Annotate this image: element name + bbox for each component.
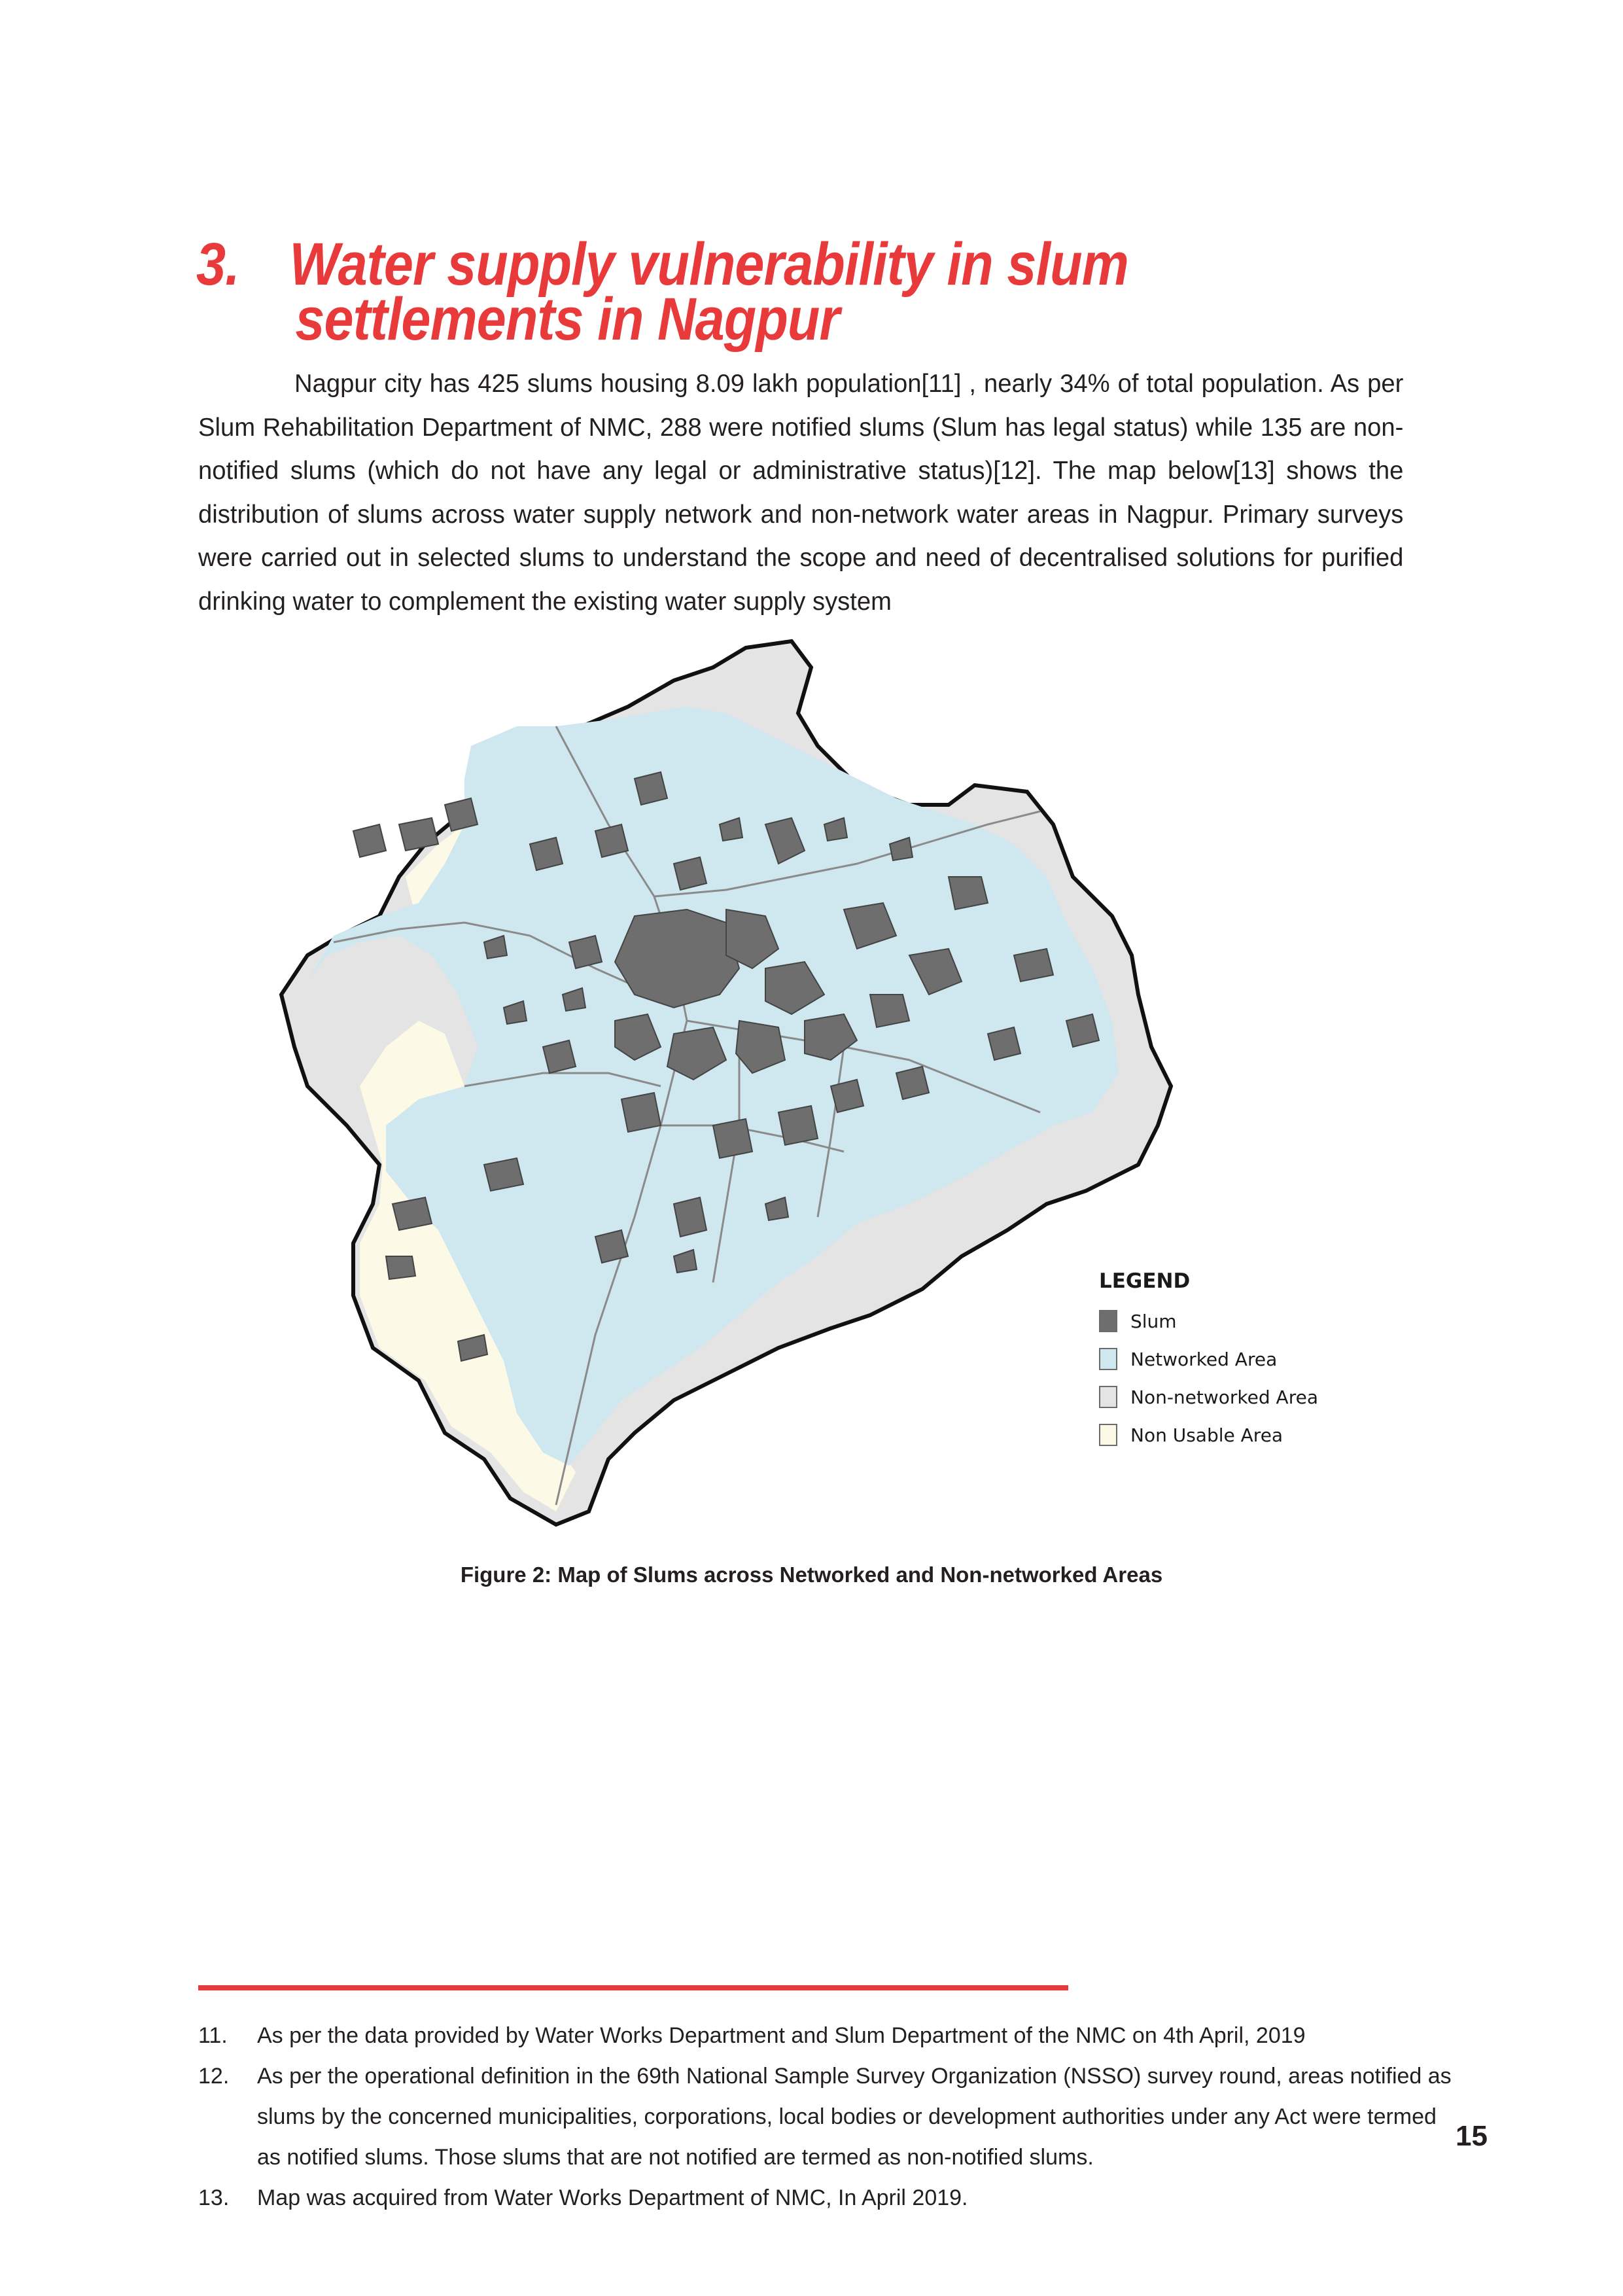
figure-caption: Figure 2: Map of Slums across Networked and Non-networked Areas [460,1563,1163,1587]
legend-swatch-slum [1099,1310,1117,1332]
map-legend [1099,1269,1374,1454]
footnote-text: Map was acquired from Water Works Department of NMC, In April 2019. [257,2185,968,2210]
legend-item [1099,1302,1374,1340]
footnote [198,2056,1454,2178]
legend-item [1099,1378,1374,1416]
footnote-number: 13. [198,2185,230,2210]
footnote-number: 11. [198,2023,228,2048]
page-number: 15 [1456,2120,1488,2152]
footnote [198,2178,1454,2218]
legend-title: LEGEND [1099,1269,1191,1293]
footnote [198,2015,1454,2056]
section-number: 3. [196,230,239,298]
footnotes [198,2015,1454,2218]
legend-label: Networked Area [1130,1348,1278,1370]
heading-line-2: settlements in Nagpur [295,285,840,353]
legend-item [1099,1416,1374,1454]
footnote-text: As per the data provided by Water Works Department and Slum Department of the NMC on 4th April, 2019 [257,2023,1306,2048]
nagpur-slum-map [268,628,1236,1538]
legend-label: Slum [1130,1310,1177,1332]
legend-label: Non Usable Area [1130,1424,1283,1446]
footnote-divider [198,1985,1068,1990]
legend-label: Non-networked Area [1130,1386,1318,1408]
legend-item [1099,1340,1374,1378]
section-heading [196,230,1290,353]
legend-swatch-non-usable [1099,1424,1117,1446]
body-paragraph: Nagpur city has 425 slums housing 8.09 lakh population[11] , nearly 34% of total population. As per Slum Rehabilitation Department of NMC, 288 were notified slums (Slum has legal status) while 135 are non-notified slums (which do not have any legal or administrative status)[12]. The map below[13] shows the distribution of slums across water supply network and non-network water areas in Nagpur. Primary surveys were carried out in selected slums to understand the scope and need of decentralised solutions for purified drinking water to complement the existing water supply system [198,370,1404,616]
heading-line-1: Water supply vulnerability in slum [289,230,1128,298]
legend-swatch-non-networked [1099,1386,1117,1408]
footnote-text: As per the operational definition in the 69th National Sample Survey Organization (NSSO) survey round, areas notified as slums by the concerned municipalities, corporations, local bodies or development authorities under any Act were termed as notified slums. Those slums that are not notified are termed as non-notified slums. [257,2064,1452,2170]
footnote-number: 12. [198,2064,230,2089]
legend-swatch-networked [1099,1348,1117,1370]
